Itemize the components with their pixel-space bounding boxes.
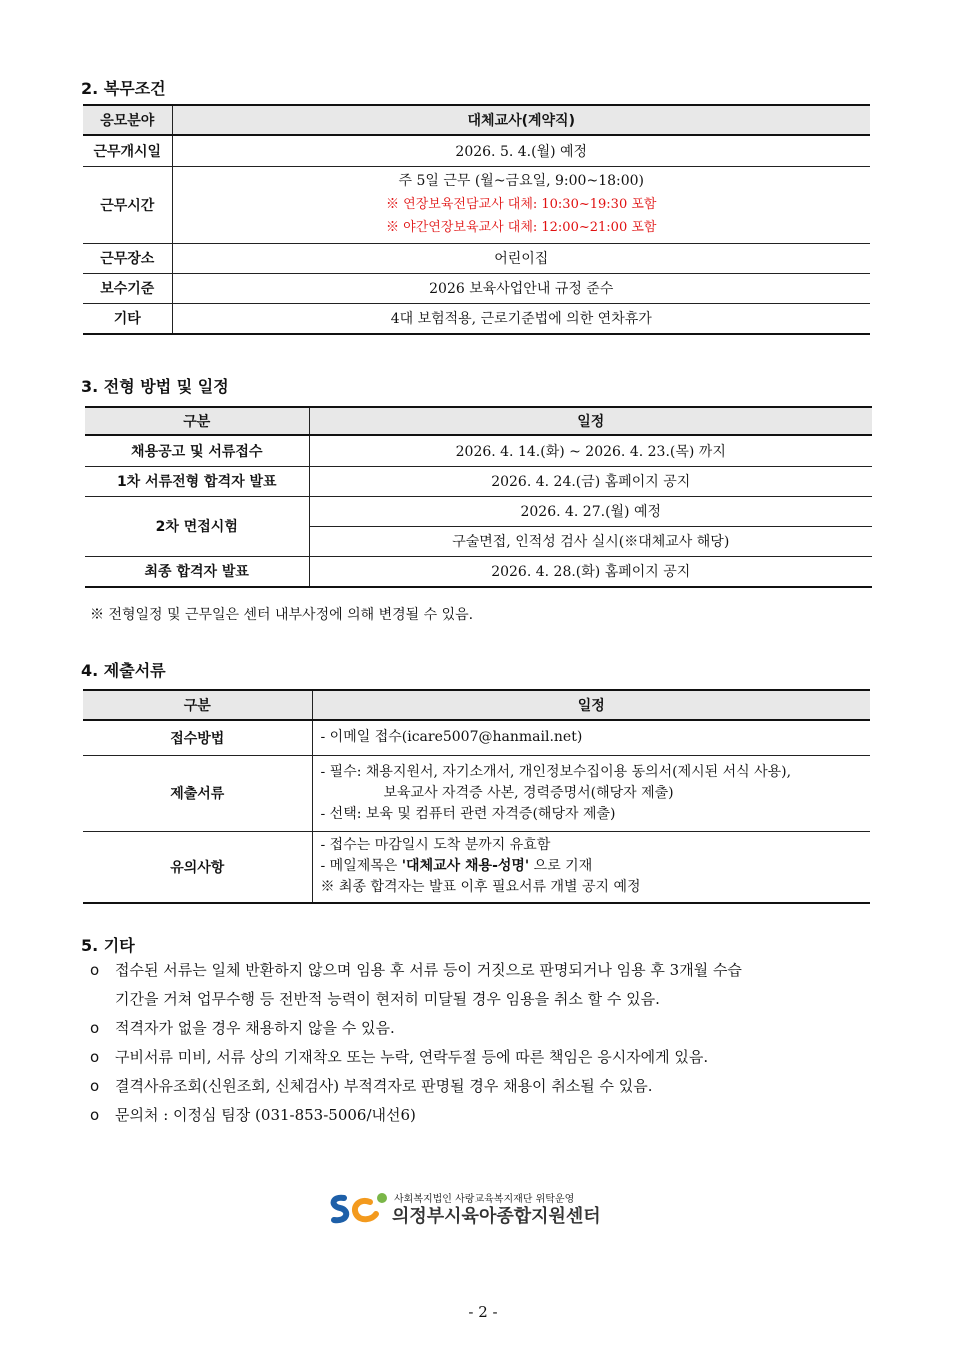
optional-docs: - 선택: 보육 및 컴퓨터 관련 자격증(해당자 제출)	[320, 805, 616, 822]
row-label: 유의사항	[83, 831, 312, 903]
row-label: 근무시간	[83, 166, 172, 243]
header-value: 일정	[309, 407, 872, 435]
row-value: 어린이집	[172, 243, 870, 273]
row-label: 근무개시일	[83, 135, 172, 166]
notice-2: - 메일제목은 '대체교사 채용-성명' 으로 기재	[320, 858, 593, 875]
section-2-title: 2. 복무조건	[81, 79, 166, 98]
row-label: 제출서류	[83, 755, 312, 831]
row-label: 근무장소	[83, 243, 172, 273]
row-label: 최종 합격자 발표	[85, 556, 309, 587]
row-value: 2026. 4. 28.(화) 홈페이지 공지	[309, 556, 872, 587]
circle-bullet-icon: o	[90, 1106, 100, 1124]
section-5-title: 5. 기타	[81, 936, 135, 955]
row-label: 기타	[83, 303, 172, 334]
row-value: 2026. 4. 27.(월) 예정	[309, 496, 872, 526]
circle-bullet-icon: o	[90, 961, 100, 979]
row-label: 보수기준	[83, 273, 172, 303]
row-value: 2026 보육사업안내 규정 준수	[172, 273, 870, 303]
notice-1: - 접수는 마감일시 도착 분까지 유효함	[320, 837, 551, 854]
row-label: 1차 서류전형 합격자 발표	[85, 466, 309, 496]
list-item: o 결격사유조회(신원조회, 신체검사) 부적격자로 판명될 경우 채용이 취소될 수 있음.	[90, 1072, 880, 1101]
notice-3: ※ 최종 합격자는 발표 이후 필요서류 개별 공지 예정	[320, 879, 641, 896]
logo-name: 의정부시육아종합지원센터	[392, 1206, 601, 1227]
selection-schedule-table	[85, 406, 872, 588]
schedule-note: ※ 전형일정 및 근무일은 센터 내부사정에 의해 변경될 수 있음.	[90, 607, 474, 623]
notes-cell	[312, 831, 870, 903]
row-value: 구술면접, 인적성 검사 실시(※대체교사 해당)	[309, 526, 872, 556]
logo-mark-icon	[326, 1188, 390, 1228]
header-value: 대체교사(계약직)	[172, 105, 870, 135]
header-value: 일정	[312, 690, 870, 720]
row-label: 접수방법	[83, 720, 312, 755]
circle-bullet-icon: o	[90, 1048, 100, 1066]
documents-table	[83, 689, 870, 904]
circle-bullet-icon: o	[90, 1077, 100, 1095]
documents-cell	[312, 755, 870, 831]
row-value: 2026. 4. 14.(화) ~ 2026. 4. 23.(목) 까지	[309, 435, 872, 466]
page-number: - 2 -	[468, 1303, 498, 1321]
circle-bullet-icon: o	[90, 1019, 100, 1037]
work-hours-note-1: ※ 연장보육전담교사 대체: 10:30~19:30 포함	[386, 197, 657, 212]
row-value: 4대 보험적용, 근로기준법에 의한 연차휴가	[172, 303, 870, 334]
header-label: 구분	[83, 690, 312, 720]
work-hours-note-2: ※ 야간연장보육교사 대체: 12:00~21:00 포함	[386, 220, 657, 235]
list-item: o 구비서류 미비, 서류 상의 기재착오 또는 누락, 연락두절 등에 따른 책임은 응시자에게 있음.	[90, 1043, 880, 1072]
list-item: o 적격자가 없을 경우 채용하지 않을 수 있음.	[90, 1014, 880, 1043]
required-docs: - 필수: 채용지원서, 자기소개서, 개인정보수집이용 동의서(제시된 서식 사용),	[320, 763, 792, 780]
list-item: o 문의처 : 이정심 팀장 (031-853-5006/내선6)	[90, 1101, 880, 1130]
header-label: 응모분야	[83, 105, 172, 135]
list-item: o 접수된 서류는 일체 반환하지 않으며 임용 후 서류 등이 거짓으로 판명되거나 임용 후 3개월 수습	[90, 956, 880, 985]
section-4-title: 4. 제출서류	[81, 661, 166, 680]
misc-list	[90, 956, 880, 1130]
center-logo	[326, 1188, 646, 1228]
section-3-title: 3. 전형 방법 및 일정	[81, 377, 229, 396]
work-hours-cell	[172, 166, 870, 243]
logo-subtitle: 사회복지법인 사랑교육복지재단 위탁운영	[394, 1194, 575, 1205]
row-label: 2차 면접시험	[85, 496, 309, 556]
header-label: 구분	[85, 407, 309, 435]
row-value: 2026. 4. 24.(금) 홈페이지 공지	[309, 466, 872, 496]
row-value: - 이메일 접수(icare5007@hanmail.net)	[312, 720, 870, 755]
row-value: 2026. 5. 4.(월) 예정	[172, 135, 870, 166]
row-label: 채용공고 및 서류접수	[85, 435, 309, 466]
list-item-cont: 기간을 거쳐 업무수행 등 전반적 능력이 현저히 미달될 경우 임용을 취소 할 수 있음.	[115, 990, 660, 1008]
required-docs-cont: 보육교사 자격증 사본, 경력증명서(해당자 제출)	[383, 784, 674, 801]
work-hours-main: 주 5일 근무 (월~금요일, 9:00~18:00)	[398, 173, 645, 189]
work-conditions-table	[83, 104, 870, 335]
